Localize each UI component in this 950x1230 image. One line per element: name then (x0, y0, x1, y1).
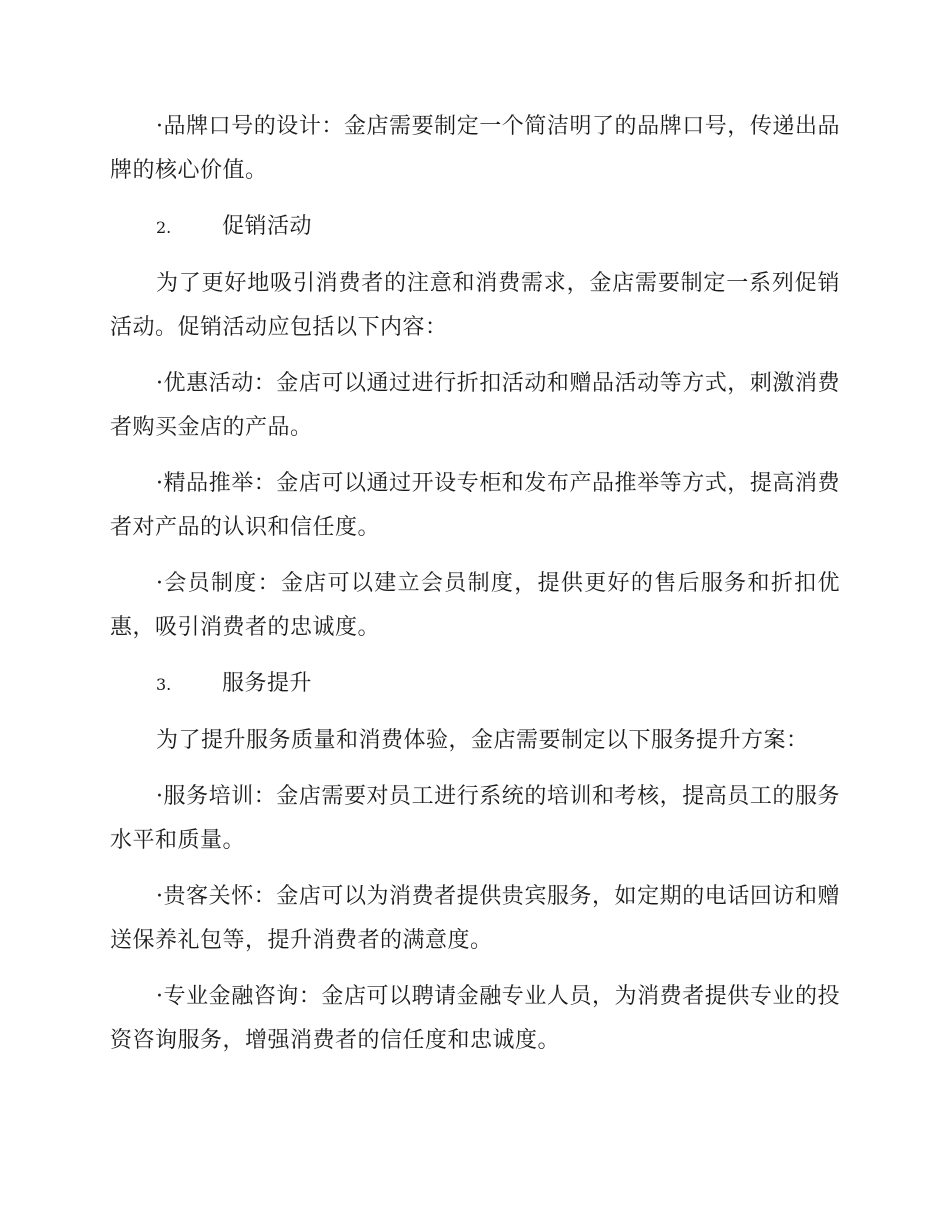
paragraph-featured-products: ·精品推举：金店可以通过开设专柜和发布产品推举等方式，提高消费者对产品的认识和信任度。 (110, 471, 840, 540)
paragraph-financial-consulting: ·专业金融咨询：金店可以聘请金融专业人员，为消费者提供专业的投资咨询服务，增强消费者的信任度和忠诚度。 (110, 984, 840, 1053)
section-heading-service (110, 662, 840, 707)
section-number: 3. (156, 675, 172, 694)
paragraph-vip-care: ·贵客关怀：金店可以为消费者提供贵宾服务，如定期的电话回访和赠送保养礼包等，提升消费者的满意度。 (110, 884, 840, 953)
paragraph-membership: ·会员制度：金店可以建立会员制度，提供更好的售后服务和折扣优惠，吸引消费者的忠诚度。 (110, 571, 840, 640)
paragraph-brand-slogan: ·品牌口号的设计：金店需要制定一个简洁明了的品牌口号，传递出品牌的核心价值。 (110, 114, 840, 183)
document-body (110, 105, 840, 1075)
section-title: 促销活动 (222, 214, 313, 239)
paragraph-service-training: ·服务培训：金店需要对员工进行系统的培训和考核，提高员工的服务水平和质量。 (110, 784, 840, 853)
section-title: 服务提升 (222, 671, 313, 696)
paragraph-service-intro: 为了提升服务质量和消费体验，金店需要制定以下服务提升方案： (156, 728, 809, 753)
paragraph-discount-activities: ·优惠活动：金店可以通过进行折扣活动和赠品活动等方式，刺激消费者购买金店的产品。 (110, 371, 840, 440)
section-heading-promotions (110, 205, 840, 250)
section-number: 2. (156, 218, 172, 237)
paragraph-promotions-intro: 为了更好地吸引消费者的注意和消费需求，金店需要制定一系列促销活动。促销活动应包括以下内容： (110, 271, 840, 340)
